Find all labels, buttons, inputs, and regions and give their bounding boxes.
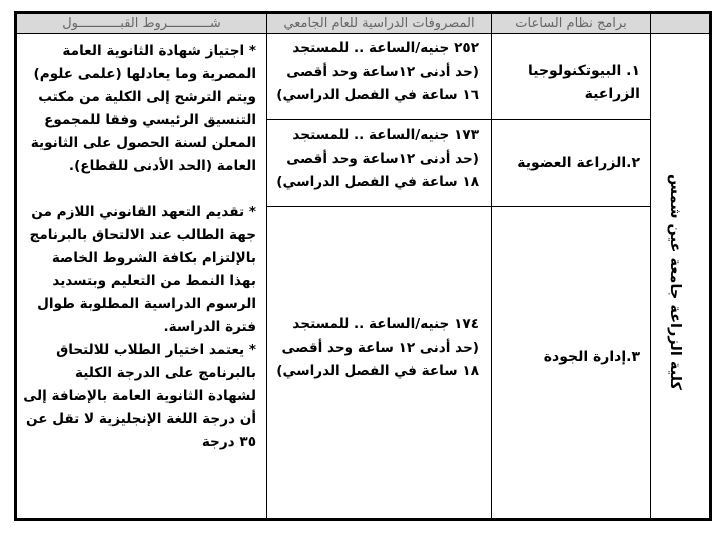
program-row-1 — [491, 33, 651, 120]
program-row-2 — [491, 119, 651, 207]
condition-3: * يعتمد اختيار الطلاب للالتحاق بالبرنامج على الدرجة الكلية لشهادة الثانوية العامة بالإضافة إلى أن درجة اللغة الإنجليزية لا تقل عن ٣٥ درجة — [23, 342, 256, 450]
header-empty — [650, 13, 710, 34]
fee-text-2: ١٧٣ جنيه/الساعة .. للمستجد (حد أدنى ١٢ساعة وحد أقصى ١٨ ساعة في الفصل الدراسي) — [276, 127, 479, 190]
header-programs — [491, 13, 651, 34]
condition-1: * اجتياز شهادة الثانوية العامة المصرية وما يعادلها (علمى علوم) ويتم الترشح إلى الكلية من مكتب التنسيق الرئيسي وفقا للمجموع المعلن لسنة الحصول على الثانوية العامة (الحد الأدنى للقطاع). — [30, 43, 256, 174]
fee-text-1: ٢٥٢ جنيه/الساعة .. للمستجد (حد أدنى ١٢ساعة وحد أقصى ١٦ ساعة في الفصل الدراسي) — [276, 40, 479, 103]
header-conditions-label: شـــــــــــروط القبـــــــــــول — [62, 16, 221, 31]
faculty-label: كلية الزراعة جامعة عين شمس — [667, 174, 683, 390]
program-name-3: ٣.إدارة الجودة — [543, 349, 640, 365]
fee-text-3: ١٧٤ جنيه/الساعة .. للمستجد (حد أدنى ١٢ ساعة وحد أقصى ١٨ ساعة في الفصل الدراسي) — [276, 316, 479, 379]
admission-conditions — [16, 33, 267, 519]
fee-row-1 — [266, 33, 492, 120]
header-fees-label: المصروفات الدراسية للعام الجامعي — [283, 16, 475, 31]
program-row-3 — [491, 206, 651, 519]
header-fees — [266, 13, 492, 34]
program-name-2: ٢.الزراعة العضوية — [517, 155, 640, 171]
condition-2: * تقديم التعهد القانوني اللازم من جهة الطالب عند الالتحاق بالبرنامج بالإلتزام بكافة الشروط الخاصة بهذا النمط من التعليم وبتسديد الرسوم الدراسية المطلوبة طوال فترة الدراسة. — [29, 204, 256, 335]
fee-row-3 — [266, 206, 492, 519]
fee-row-2 — [266, 119, 492, 207]
program-name-1: ١. البيوتكنولوجيا الزراعية — [528, 63, 640, 102]
faculty-column — [650, 33, 710, 519]
header-conditions — [16, 13, 267, 34]
admissions-table — [14, 11, 712, 521]
header-programs-label: برامج نظام الساعات — [515, 16, 627, 31]
